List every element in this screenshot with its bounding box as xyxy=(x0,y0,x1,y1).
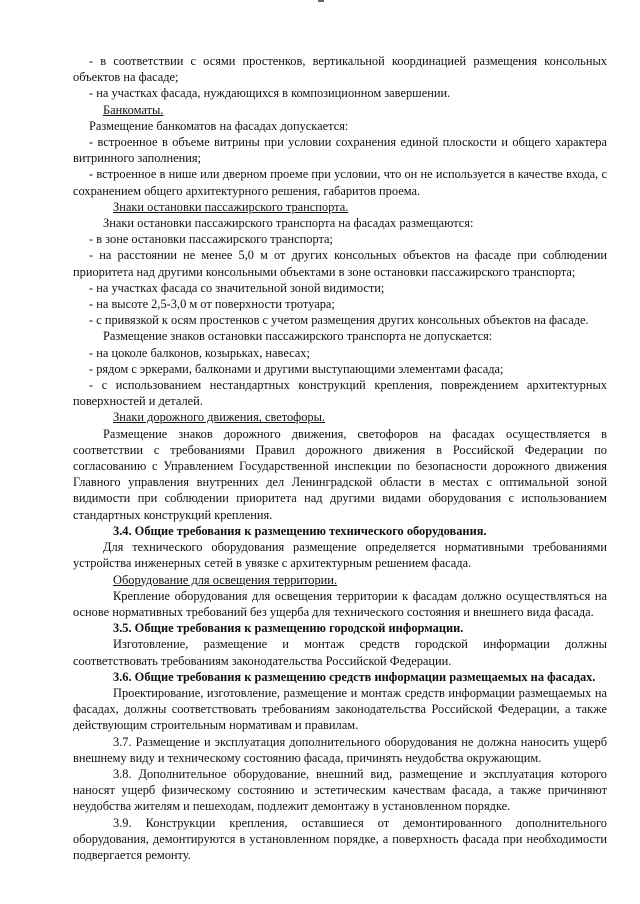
paragraph: - с привязкой к осям простенков с учетом размещения других консольных объектов на фасаде. xyxy=(89,313,589,328)
paragraph: - в зоне остановки пассажирского транспорта; xyxy=(89,232,333,247)
paragraph: Размещение знаков дорожного движения, светофоров на фасадах осуществляется в соответствии с требованиями Правил дорожного движения в Российской Федерации по согласованию с Управлением Государственной инспекции по безопасности дорожного движения Главного управления внутренних дел Ленинградской области в местах с оптимальной зоной видимости при соблюдении приоритета над другими видами оборудования с использованием стандартных конструкций крепления. xyxy=(73,426,607,522)
section-heading: 3.6. Общие требования к размещению средств информации размещаемых на фасадах. xyxy=(113,669,596,684)
paragraph: 3.8. Дополнительное оборудование, внешний вид, размещение и эксплуатация которого наносят ущерб физическому состоянию и эстетическим качествам фасада, а также причиняют неудобства жителям и пешеходам, подлежит демонтажу в установленном порядке. xyxy=(73,766,607,814)
paragraph: Проектирование, изготовление, размещение и монтаж средств информации размещаемых на фасадах, должны соответствовать требованиям законодательства Российской Федерации, а также действующим строительным нормативам и правилам. xyxy=(73,685,607,733)
paragraph: Размещение знаков остановки пассажирского транспорта не допускается: xyxy=(103,329,493,344)
paragraph: - встроенное в объеме витрины при условии сохранения единой плоскости и общего характера витринного заполнения; xyxy=(73,135,607,166)
paragraph: - на высоте 2,5-3,0 м от поверхности тротуара; xyxy=(89,297,335,312)
paragraph: Размещение банкоматов на фасадах допускается: xyxy=(89,118,349,133)
paragraph: 3.9. Конструкции крепления, оставшиеся от демонтированного дополнительного оборудования, демонтируются в установленном порядке, а поверхность фасада при необходимости подвергается ремонту. xyxy=(73,815,607,862)
section-heading: 3.4. Общие требования к размещению технического оборудования. xyxy=(113,523,487,538)
subsection-heading: Оборудование для освещения территории. xyxy=(113,572,338,587)
paragraph: - на участках фасада со значительной зоной видимости; xyxy=(89,280,385,295)
paragraph: Крепление оборудования для освещения территории к фасадам должно осуществляться на основе нормативных требований без ущерба для технического состояния и внешнего вида фасада. xyxy=(73,588,607,619)
paragraph: Знаки остановки пассажирского транспорта на фасадах размещаются: xyxy=(103,216,474,231)
paragraph: Для технического оборудования размещение определяется нормативными требованиями устройства инженерных сетей в увязке с архитектурным решением фасада. xyxy=(73,540,607,571)
subsection-heading: Знаки дорожного движения, светофоры. xyxy=(113,410,326,425)
paragraph: 3.7. Размещение и эксплуатация дополнительного оборудования не должна наносить ущерб внешнему виду и техническому состоянию фасада, причинять неудобства окружающим. xyxy=(73,734,607,765)
subsection-heading: Банкоматы. xyxy=(103,102,164,117)
paragraph: - встроенное в нише или дверном проеме при условии, что он не используется в качестве входа, с сохранением общего архитектурного решения, габаритов проема. xyxy=(73,167,607,198)
document-body xyxy=(73,53,607,863)
section-heading: 3.5. Общие требования к размещению городской информации. xyxy=(113,621,464,636)
scan-mark xyxy=(318,0,324,2)
subsection-heading: Знаки остановки пассажирского транспорта. xyxy=(113,199,349,214)
paragraph: - на расстоянии не менее 5,0 м от других консольных объектов на фасаде при соблюдении приоритета над другими консольными объектами в зоне остановки пассажирского транспорта; xyxy=(73,248,607,279)
paragraph: - на участках фасада, нуждающихся в композиционном завершении. xyxy=(89,86,451,101)
paragraph: Изготовление, размещение и монтаж средств городской информации должны соответствовать требованиям законодательства Российской Федерации. xyxy=(73,637,607,668)
paragraph: - на цоколе балконов, козырьках, навесах; xyxy=(89,345,310,360)
paragraph: - в соответствии с осями простенков, вертикальной координацией размещения консольных объектов на фасаде; xyxy=(73,54,607,85)
paragraph: - с использованием нестандартных конструкций крепления, повреждением архитектурных поверхностей и деталей. xyxy=(73,378,607,409)
paragraph: - рядом с эркерами, балконами и другими выступающими элементами фасада; xyxy=(89,361,504,376)
